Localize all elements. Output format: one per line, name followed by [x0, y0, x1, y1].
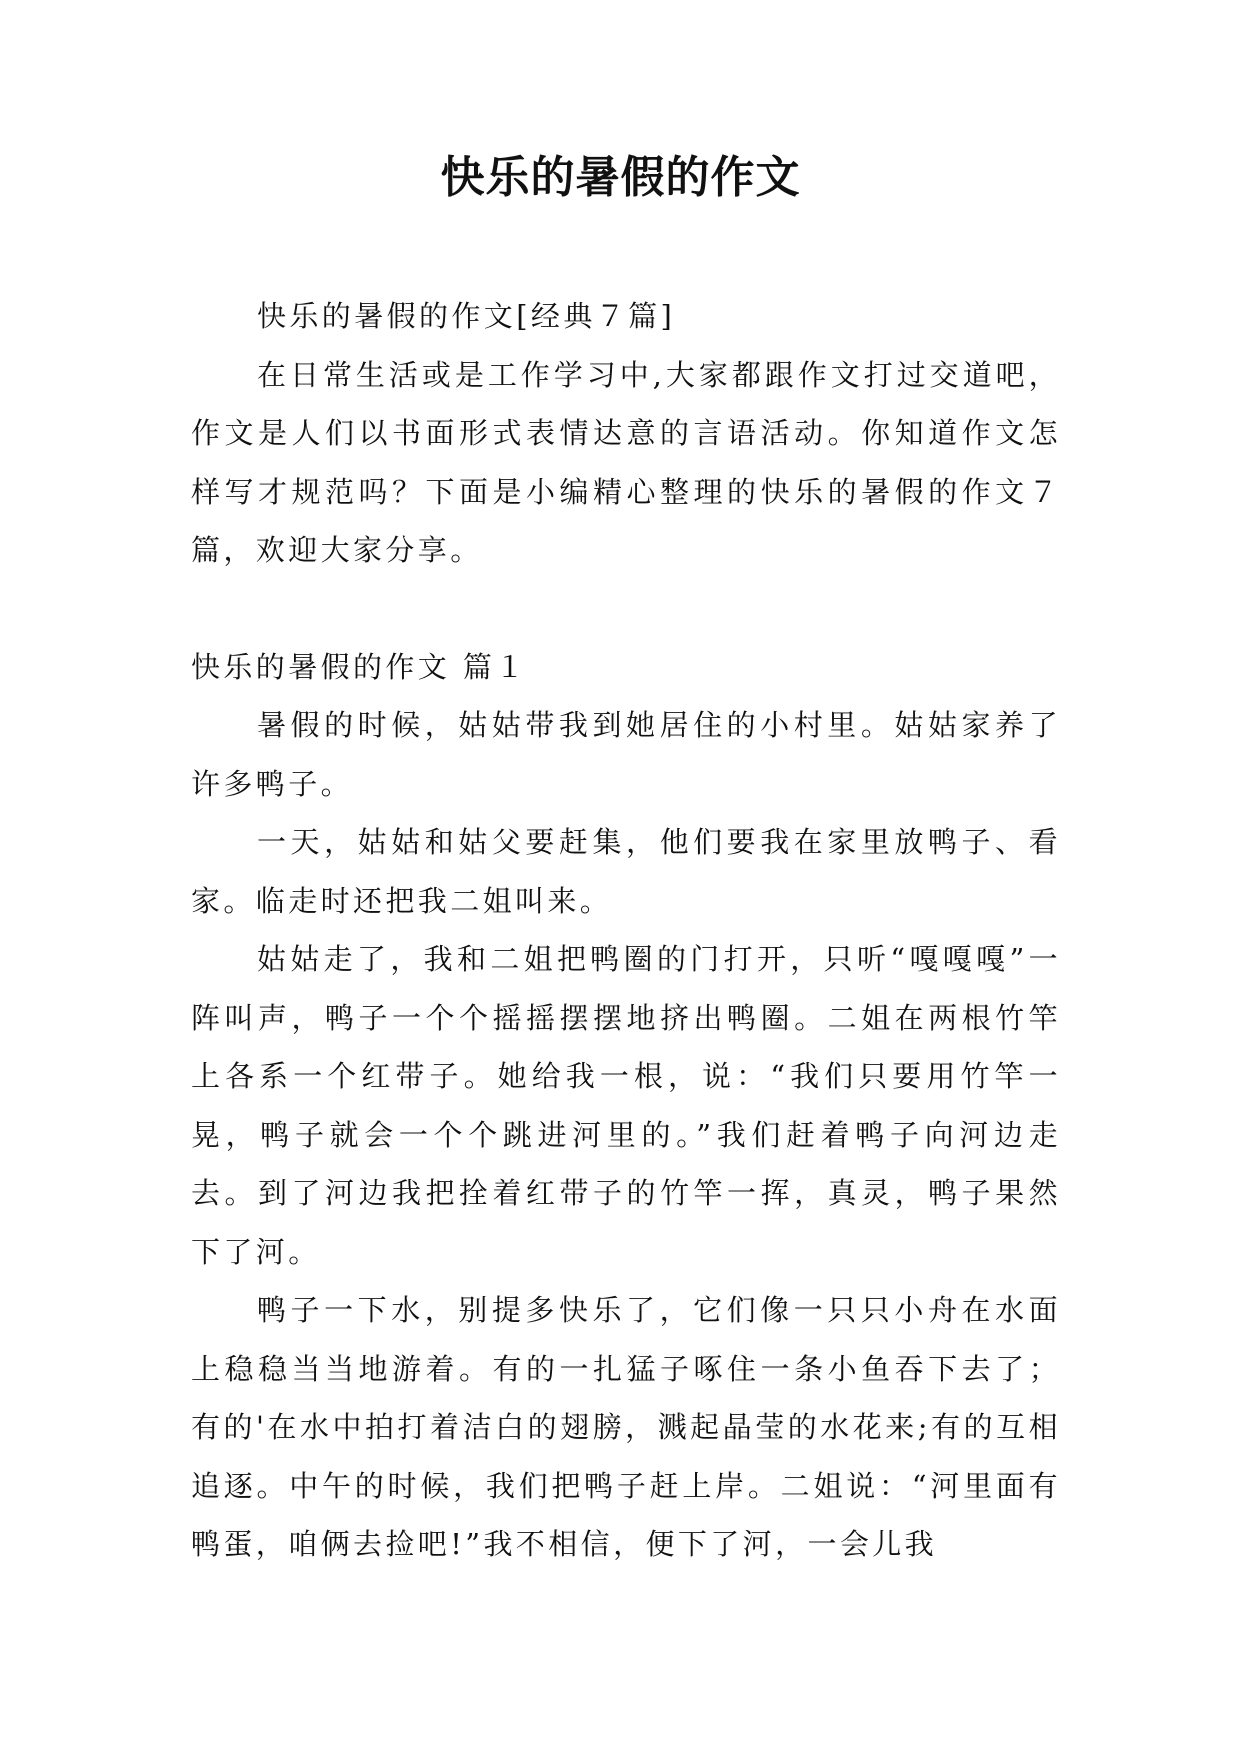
section-heading: 快乐的暑假的作文 篇１: [191, 649, 528, 684]
body-paragraph-1: 暑假的时候，姑姑带我到她居住的小村里。姑姑家养了许多鸭子。: [191, 708, 1061, 801]
intro-paragraph: 在日常生活或是工作学习中,大家都跟作文打过交道吧，作文是人们以书面形式表情达意的言语活动。你知道作文怎样写才规范吗？下面是小编精心整理的快乐的暑假的作文７篇，欢迎大家分享。: [191, 357, 1061, 567]
section-spacer: [191, 580, 1061, 638]
document-body: [191, 287, 1061, 1574]
body-paragraph-3: 姑姑走了，我和二姐把鸭圈的门打开，只听“嘎嘎嘎”一阵叫声，鸭子一个个摇摇摆摆地挤出鸭圈。二姐在两根竹竿上各系一个红带子。她给我一根，说：“我们只要用竹竿一晃，鸭子就会一个个跳进河里的。”我们赶着鸭子向河边走去。到了河边我把拴着红带子的竹竿一挥，真灵，鸭子果然下了河。: [191, 942, 1061, 1269]
body-paragraph-4: 鸭子一下水，别提多快乐了，它们像一只只小舟在水面上稳稳当当地游着。有的一扎猛子啄住一条小鱼吞下去了；有的'在水中拍打着洁白的翅膀，溅起晶莹的水花来;有的互相追逐。中午的时候，我们把鸭子赶上岸。二姐说：“河里面有鸭蛋，咱俩去捡吧!”我不相信，便下了河，一会儿我: [191, 1293, 1061, 1561]
document-title: 快乐的暑假的作文: [440, 152, 801, 203]
body-paragraph-2: 一天，姑姑和姑父要赶集，他们要我在家里放鸭子、看家。临走时还把我二姐叫来。: [191, 825, 1061, 918]
subtitle-paragraph: 快乐的暑假的作文[经典７篇]: [257, 299, 676, 333]
